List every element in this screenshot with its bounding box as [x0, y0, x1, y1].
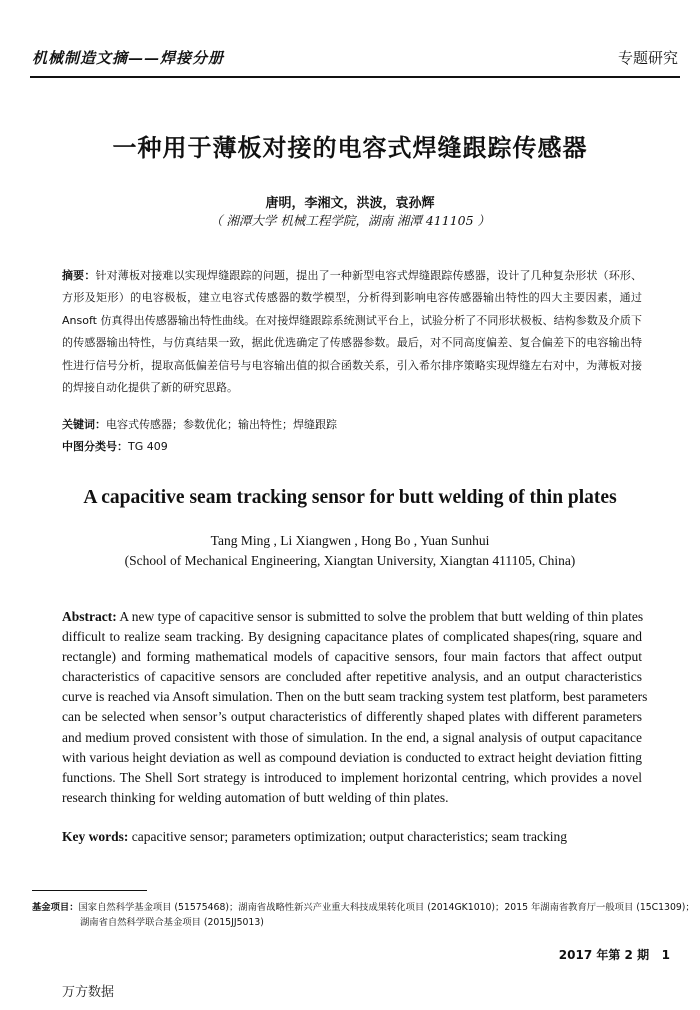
- english-keywords: [62, 829, 567, 845]
- classification-number: [62, 438, 168, 454]
- chinese-keywords-label: 关键词：: [62, 418, 106, 431]
- chinese-abstract-label: 摘要：: [62, 269, 96, 282]
- english-title: A capacitive seam tracking sensor for butt welding of thin plates: [83, 487, 617, 508]
- watermark: 万方数据: [62, 985, 115, 1000]
- english-abstract-line: curve is reached via Ansoft simulation. Then on the butt seam tracking system test platform, best parameters: [62, 689, 648, 705]
- funding-text-line2: 湖南省自然科学联合基金项目 (2015JJ5013): [80, 917, 264, 928]
- journal-header: 机械制造文摘——焊接分册: [32, 49, 225, 67]
- english-abstract: [62, 607, 648, 808]
- chinese-title: 一种用于薄板对接的电容式焊缝跟踪传感器: [112, 134, 588, 162]
- funding-text-line1: 国家自然科学基金项目 (51575468)；湖南省战略性新兴产业重大科技成果转化项目 (2014GK1010)；2015 年湖南省教育厅一般项目 (15C1309)；: [78, 902, 695, 913]
- english-abstract-line: with various height deviation as well as compound deviation is conducted to extract height deviation fitting: [62, 749, 642, 765]
- english-abstract-line: characteristics of capacitive sensors are concluded after repetitive analysis, and an output characteristics: [62, 669, 642, 685]
- section-label: 专题研究: [617, 49, 678, 67]
- classification-label: 中图分类号：: [62, 440, 128, 453]
- chinese-keywords: [62, 416, 337, 432]
- footnote-divider: [32, 890, 147, 891]
- chinese-affiliation: （ 湘潭大学 机械工程学院，湖南 湘潭 411105 ）: [209, 213, 491, 228]
- classification-value: TG 409: [128, 440, 168, 453]
- english-keywords-text: capacitive sensor; parameters optimization; output characteristics; seam tracking: [131, 829, 567, 844]
- english-affiliation: (School of Mechanical Engineering, Xiangtan University, Xiangtan 411105, China): [124, 553, 576, 568]
- page-number: 1: [661, 948, 670, 962]
- chinese-authors: 唐明，李湘文，洪波，袁孙辉: [265, 196, 435, 211]
- english-authors: Tang Ming , Li Xiangwen , Hong Bo , Yuan Sunhui: [210, 533, 490, 548]
- english-abstract-line: can be selected when sensor’s output characteristics of differently shaped plates with different parameters: [62, 709, 642, 725]
- english-abstract-line: and medium proved consistent with those of simulation. In the end, a signal analysis of output capacitance: [62, 729, 642, 745]
- header-divider: [30, 76, 680, 78]
- english-abstract-label: Abstract:: [62, 609, 117, 624]
- english-abstract-line: functions. The Shell Sort strategy is introduced to implement horizontal centring, which provides a novel: [62, 769, 642, 785]
- english-abstract-line: research thinking for welding automation of butt welding of thin plates.: [62, 789, 449, 805]
- funding-label: 基金项目：: [32, 902, 79, 913]
- english-abstract-line: Abstract: A new type of capacitive sensor is submitted to solve the problem that butt welding of thin plates: [62, 609, 644, 624]
- chinese-abstract-text: 针对薄板对接难以实现焊缝跟踪的问题，提出了一种新型电容式焊缝跟踪传感器，设计了几种复杂形状（环形、方形及矩形）的电容极板，建立电容式传感器的数学模型，分析得到影响电容传感器输出特性的四大主要因素，通过 Ansoft 仿真得出传感器输出特性曲线。在对接焊缝跟踪系统测试平台上，试验分析了不同形状极板、结构参数及介质下的传感器输出特性，与仿真结果一致，据此优选确定了传感器参数。最后，对不同高度偏差、复合偏差下的电容输出特性进行信号分析，提取高低偏差信号与电容输出值的拟合函数关系，引入希尔排序策略实现焊缝左右对中，为薄板对接的焊接自动化提供了新的研究思路。: [62, 269, 643, 395]
- english-abstract-line: difficult to realize seam tracking. By designing capacitance plates of complicated shapes(ring, square and: [62, 629, 642, 645]
- english-abstract-line: rectangle) and forming mathematical models of capacitive sensors, four main factors that affect output: [62, 649, 642, 665]
- issue-label: 2017 年第 2 期: [558, 948, 650, 962]
- funding-footnote: [32, 899, 695, 913]
- issue-and-page: [559, 946, 670, 963]
- english-keywords-label: Key words:: [62, 829, 129, 844]
- chinese-keywords-text: 电容式传感器；参数优化；输出特性；焊缝跟踪: [106, 418, 337, 431]
- chinese-abstract: [62, 265, 642, 399]
